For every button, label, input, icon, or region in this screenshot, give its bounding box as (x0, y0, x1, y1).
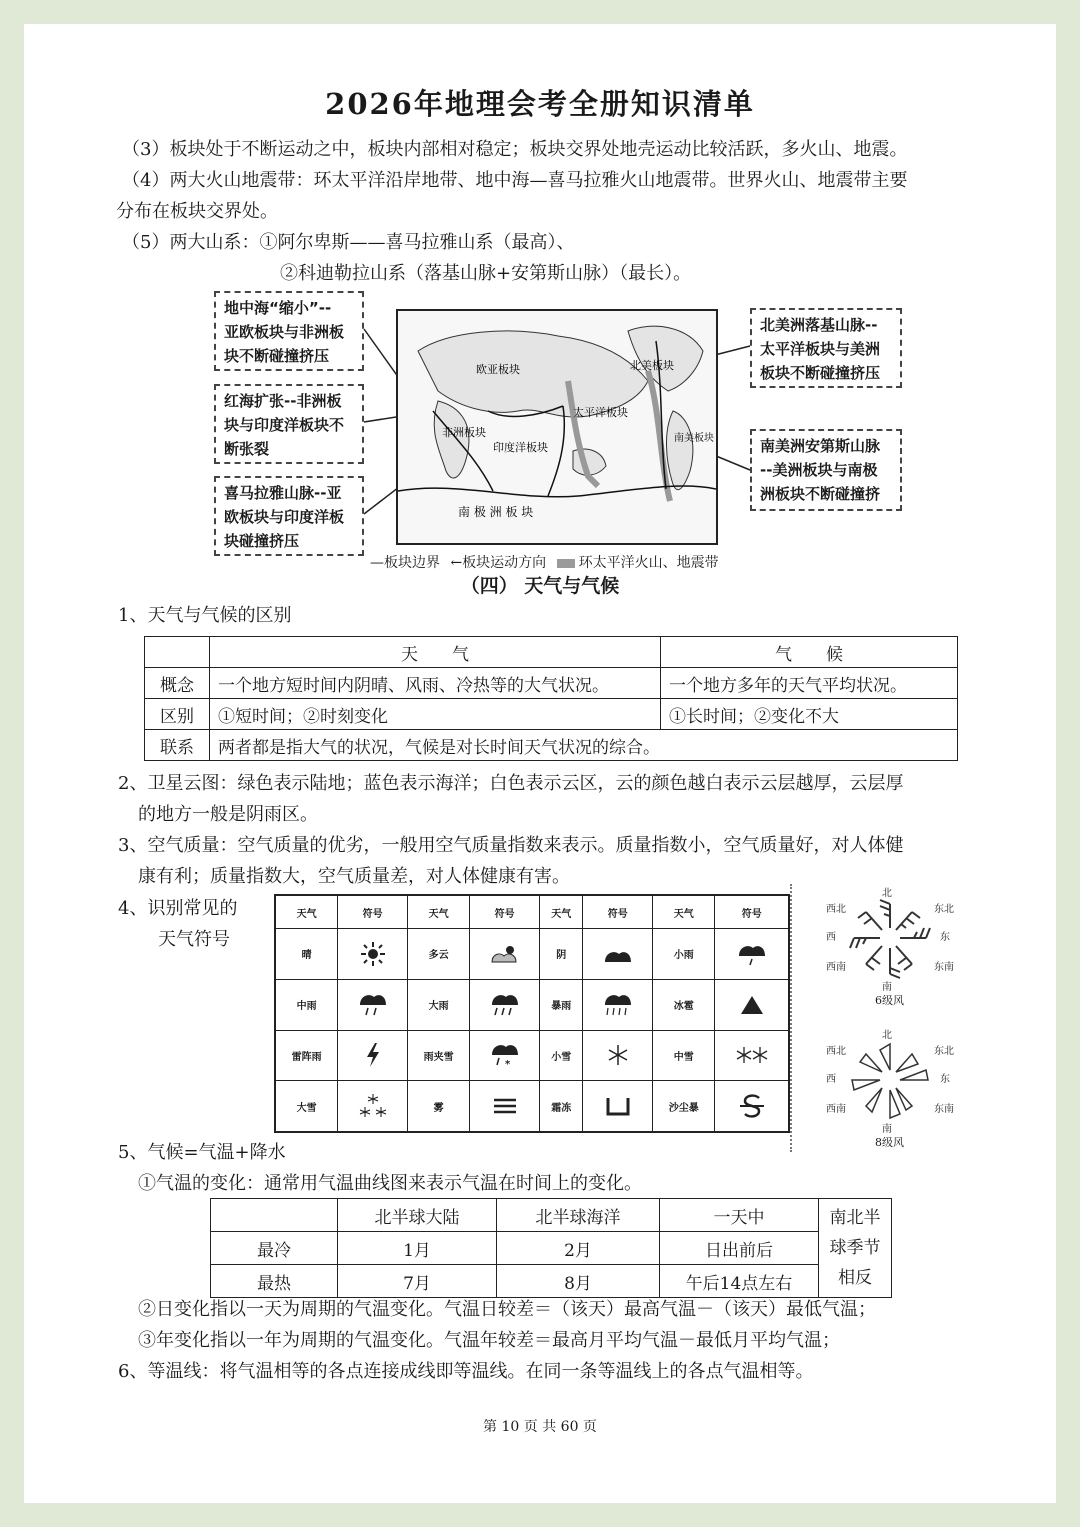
item-5-3: ③年变化指以一年为周期的气温变化。气温年较差＝最高月平均气温－最低月平均气温； (138, 1330, 840, 1351)
callout-red-sea: 红海扩张--非洲板 块与印度洋板块不 断张裂 (214, 384, 364, 464)
item-4b: 天气符号 (158, 929, 230, 950)
page-footer: 第 10 页 共 60 页 (483, 1419, 597, 1435)
moderate-rain-icon (338, 979, 408, 1030)
plate-label-south-american: 南美板块 (674, 433, 714, 444)
fog-icon (470, 1081, 540, 1132)
moderate-snow-icon (715, 1030, 789, 1081)
para-4b: 分布在板块交界处。 (116, 201, 278, 222)
section-heading: （四） 天气与气候 (460, 575, 620, 597)
para-5a: （5）两大山系：①阿尔卑斯——喜马拉雅山系（最高）、 (122, 232, 575, 253)
plate-map-drawing (398, 311, 716, 543)
legend-belt: 环太平洋火山、地震带 (578, 555, 719, 571)
callout-rocky: 北美洲落基山脉-- 太平洋板块与美洲 板块不断碰撞挤压 (750, 308, 902, 388)
item-3a: 3、空气质量：空气质量的优劣，一般用空气质量指数来表示。质量指数小，空气质量好，对人体健 (118, 835, 904, 856)
item-1: 1、天气与气候的区别 (118, 605, 292, 626)
item-2b: 的地方一般是阴雨区。 (138, 804, 318, 825)
legend-boundary: 板块边界 (384, 555, 440, 571)
para-3: （3）板块处于不断运动之中，板块内部相对稳定；板块交界处地壳运动比较活跃，多火山、地震。 (122, 139, 908, 160)
callout-mediterranean: 地中海“缩小”-- 亚欧板块与非洲板 块不断碰撞挤压 (214, 291, 364, 371)
heavy-rain-icon (470, 979, 540, 1030)
item-3b: 康有利；质量指数大，空气质量差，对人体健康有害。 (138, 866, 570, 887)
light-rain-icon (715, 929, 789, 980)
hail-icon (715, 979, 789, 1030)
item-5-1: ①气温的变化：通常用气温曲线图来表示气温在时间上的变化。 (138, 1173, 642, 1194)
plate-label-antarctic: 南 极 洲 板 块 (458, 505, 534, 519)
para-4a: （4）两大火山地震带：环太平洋沿岸地带、地中海—喜马拉雅火山地震带。世界火山、地震带主要 (122, 170, 908, 191)
legend-direction: 板块运动方向 (462, 555, 547, 571)
plate-label-north-american: 北美板块 (630, 359, 674, 372)
svg-text:*: * (504, 1059, 510, 1070)
document-page (24, 24, 1056, 1503)
wind-6-label: 6级风 (875, 994, 904, 1007)
callout-andes: 南美洲安第斯山脉 --美洲板块与南极 洲板块不断碰撞挤 (750, 429, 902, 511)
item-2a: 2、卫星云图：绿色表示陆地；蓝色表示海洋；白色表示云区，云的颜色越白表示云层越厚，云层厚 (118, 773, 904, 794)
plate-label-pacific: 太平洋板块 (573, 406, 628, 419)
item-5: 5、气候=气温+降水 (118, 1142, 286, 1163)
cloudy-icon (470, 929, 540, 980)
wind-6-diagram (848, 898, 932, 980)
wind-8-diagram (848, 1040, 932, 1122)
thunderstorm-icon (338, 1030, 408, 1081)
header-weather: 天 气 (210, 637, 661, 668)
wind-symbols: 北 西北 东北 西 东 西南 东南 南 6级风 北 西北 东北 西 东 西南 东南 南 8级风 (790, 884, 962, 1152)
overcast-icon (583, 929, 653, 980)
sleet-icon (470, 1030, 540, 1081)
weather-symbol-table: 天气 符号 天气 符号 天气 符号 天气 符号 晴 多云 阴 小雨 中雨 大雨 暴雨 冰雹 雷阵雨 雨夹雪 * 小雪 中雪 大雪 雾 霜冻 沙尘暴 (274, 894, 790, 1133)
frost-icon (583, 1081, 653, 1132)
item-5-2: ②日变化指以一天为周期的气温变化。气温日较差＝（该天）最高气温－（该天）最低气温； (138, 1299, 876, 1320)
temperature-table: 北半球大陆 北半球海洋 一天中 南北半 球季节 相反 最冷 1月 2月 日出前后 最热 7月 8月 午后14点左右 (210, 1198, 892, 1298)
rainstorm-icon (583, 979, 653, 1030)
sunny-icon (338, 929, 408, 980)
callout-himalaya: 喜马拉雅山脉--亚 欧板块与印度洋板 块碰撞挤压 (214, 476, 364, 556)
plate-label-african: 非洲板块 (442, 426, 486, 439)
plate-label-eurasian: 欧亚板块 (476, 363, 520, 376)
weather-climate-table: 天 气 气 候 概念 一个地方短时间内阴晴、风雨、冷热等的大气状况。 一个地方多年的天气平均状况。 区别 ①短时间；②时刻变化 ①长时间；②变化不大 联系 两者都是指大气的状况，气候是对长时间天气状况的综合。 (144, 636, 958, 761)
item-6: 6、等温线：将气温相等的各点连接成线即等温线。在同一条等温线上的各点气温相等。 (118, 1361, 814, 1382)
wind-8-label: 8级风 (875, 1136, 904, 1149)
light-snow-icon (583, 1030, 653, 1081)
page-title: 2026年地理会考全册知识清单 (325, 87, 755, 121)
plate-map (396, 309, 718, 545)
season-note: 南北半 球季节 相反 (819, 1199, 892, 1298)
legend-belt-swatch (557, 559, 575, 568)
map-legend: —板块边界 ←板块运动方向 环太平洋火山、地震带 (370, 555, 719, 571)
header-climate: 气 候 (661, 637, 958, 668)
para-5b: ②科迪勒拉山系（落基山脉+安第斯山脉）（最长）。 (280, 263, 692, 284)
sandstorm-icon (715, 1081, 789, 1132)
plate-label-indian-ocean: 印度洋板块 (493, 441, 548, 454)
heavy-snow-icon (338, 1081, 408, 1132)
item-4a: 4、识别常见的 (118, 898, 238, 919)
